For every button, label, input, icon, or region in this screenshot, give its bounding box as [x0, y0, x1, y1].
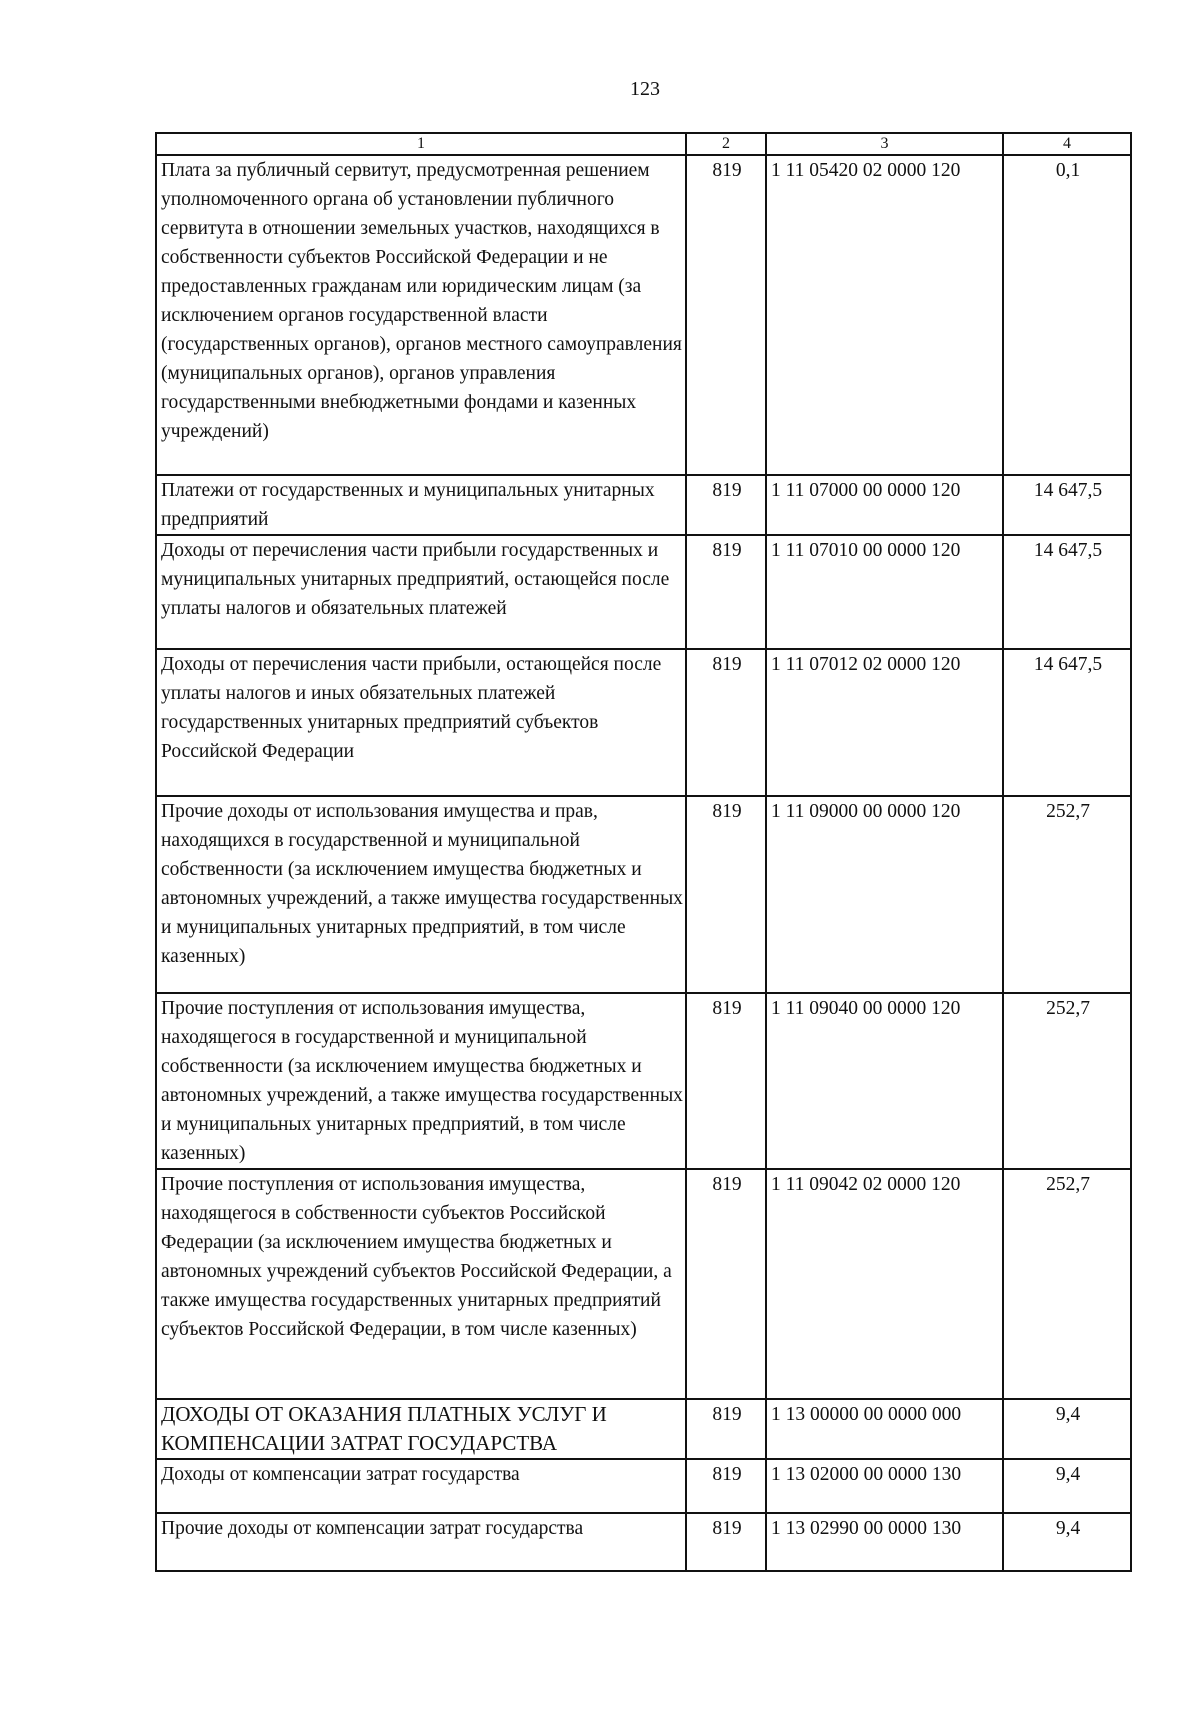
row-budget-code: 1 11 09042 02 0000 120	[766, 1169, 1003, 1399]
row-amount: 14 647,5	[1003, 535, 1131, 649]
row-admin-code: 819	[686, 475, 766, 535]
row-amount: 9,4	[1003, 1513, 1131, 1571]
table-row	[156, 1459, 1131, 1513]
row-name: Доходы от перечисления части прибыли, остающейся после уплаты налогов и иных обязательных платежей государственных унитарных предприятий субъектов Российской Федерации	[156, 649, 686, 796]
table-row	[156, 1513, 1131, 1571]
row-budget-code: 1 13 00000 00 0000 000	[766, 1399, 1003, 1459]
table-row	[156, 1399, 1131, 1459]
row-name: Доходы от перечисления части прибыли государственных и муниципальных унитарных предприятий, остающейся после уплаты налогов и обязательных платежей	[156, 535, 686, 649]
row-amount: 0,1	[1003, 155, 1131, 475]
row-admin-code: 819	[686, 1459, 766, 1513]
page-number: 123	[630, 78, 660, 100]
revenue-table	[155, 132, 1132, 1572]
header-row	[156, 133, 1131, 155]
table-row	[156, 993, 1131, 1169]
row-admin-code: 819	[686, 1399, 766, 1459]
row-amount: 9,4	[1003, 1399, 1131, 1459]
row-amount: 14 647,5	[1003, 475, 1131, 535]
table-row	[156, 1169, 1131, 1399]
row-budget-code: 1 11 09000 00 0000 120	[766, 796, 1003, 993]
row-budget-code: 1 11 07012 02 0000 120	[766, 649, 1003, 796]
table-row	[156, 796, 1131, 993]
table-row	[156, 535, 1131, 649]
row-admin-code: 819	[686, 1169, 766, 1399]
row-budget-code: 1 11 07000 00 0000 120	[766, 475, 1003, 535]
row-budget-code: 1 11 09040 00 0000 120	[766, 993, 1003, 1169]
row-name: Прочие поступления от использования имущества, находящегося в собственности субъектов Российской Федерации (за исключением имущества бюджетных и автономных учреждений субъектов Российской Федерации, а также имущества государственных унитарных предприятий субъектов Российской Федерации, в том числе казенных)	[156, 1169, 686, 1399]
row-budget-code: 1 13 02000 00 0000 130	[766, 1459, 1003, 1513]
row-budget-code: 1 13 02990 00 0000 130	[766, 1513, 1003, 1571]
table-row	[156, 475, 1131, 535]
column-header-amount: 4	[1003, 133, 1131, 155]
row-budget-code: 1 11 05420 02 0000 120	[766, 155, 1003, 475]
row-admin-code: 819	[686, 796, 766, 993]
row-name: Плата за публичный сервитут, предусмотренная решением уполномоченного органа об установлении публичного сервитута в отношении земельных участков, находящихся в собственности субъектов Российской Федерации и не предоставленных гражданам или юридическим лицам (за исключением органов государственной власти (государственных органов), органов местного самоуправления (муниципальных органов), органов управления государственными внебюджетными фондами и казенных учреждений)	[156, 155, 686, 475]
row-amount: 252,7	[1003, 1169, 1131, 1399]
row-admin-code: 819	[686, 649, 766, 796]
row-name: Прочие поступления от использования имущества, находящегося в государственной и муниципальной собственности (за исключением имущества бюджетных и автономных учреждений, а также имущества государственных и муниципальных унитарных предприятий, в том числе казенных)	[156, 993, 686, 1169]
row-name: Доходы от компенсации затрат государства	[156, 1459, 686, 1513]
row-name: Прочие доходы от компенсации затрат государства	[156, 1513, 686, 1571]
row-amount: 252,7	[1003, 796, 1131, 993]
row-admin-code: 819	[686, 1513, 766, 1571]
column-header-code: 3	[766, 133, 1003, 155]
row-admin-code: 819	[686, 155, 766, 475]
table-row	[156, 649, 1131, 796]
table-row	[156, 155, 1131, 475]
row-admin-code: 819	[686, 993, 766, 1169]
row-name: Платежи от государственных и муниципальных унитарных предприятий	[156, 475, 686, 535]
column-header-name: 1	[156, 133, 686, 155]
row-amount: 9,4	[1003, 1459, 1131, 1513]
row-admin-code: 819	[686, 535, 766, 649]
row-budget-code: 1 11 07010 00 0000 120	[766, 535, 1003, 649]
column-header-admin: 2	[686, 133, 766, 155]
row-amount: 252,7	[1003, 993, 1131, 1169]
row-amount: 14 647,5	[1003, 649, 1131, 796]
row-name: Прочие доходы от использования имущества и прав, находящихся в государственной и муниципальной собственности (за исключением имущества бюджетных и автономных учреждений, а также имущества государственных и муниципальных унитарных предприятий, в том числе казенных)	[156, 796, 686, 993]
row-name: ДОХОДЫ ОТ ОКАЗАНИЯ ПЛАТНЫХ УСЛУГ И КОМПЕНСАЦИИ ЗАТРАТ ГОСУДАРСТВА	[156, 1399, 686, 1459]
